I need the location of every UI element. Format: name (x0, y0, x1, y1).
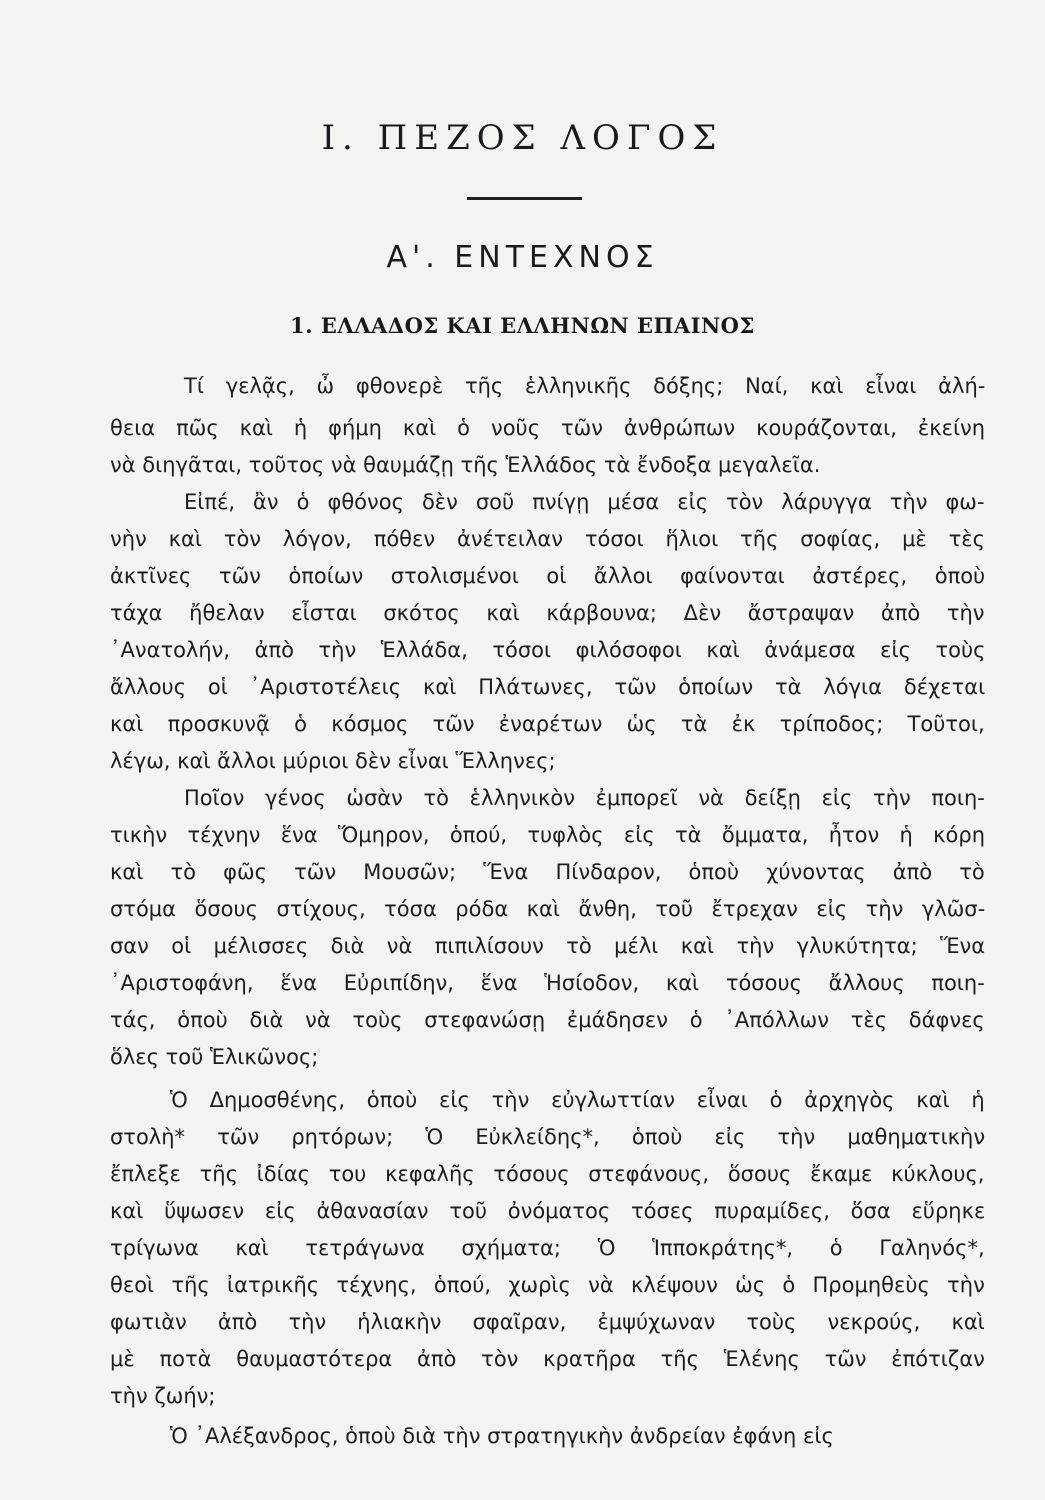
section-title: Α'. ΕΝΤΕΧΝΟΣ (386, 240, 659, 275)
book-page: Ι. ΠΕΖΟΣ ΛΟΓΟΣ Α'. ΕΝΤΕΧΝΟΣ 1. ΕΛΛΑΔΟΣ ΚΑΙ ΕΛΛΗΝΩΝ ΕΠΑΙΝΟΣ Τί γελᾷς, ὦ φθονερὲ τῆς ἑλληνικῆς δόξης; Ναί, καὶ εἶναι ἀλή- θεια πῶς καὶ ἡ φήμη καὶ ὁ νοῦς τῶν ἀνθρώπων κουράζονται, ἐκείνη νὰ διηγᾶται, τοῦτος νὰ θαυμάζῃ τῆς Ἑλλάδος τὰ ἔνδοξα μεγαλεῖα. Εἰπέ, ἂν ὁ φθόνος δὲν σοῦ πνίγῃ μέσα εἰς τὸν λάρυγγα τὴν φω- νὴν καὶ τὸν λόγον, πόθεν ἀνέτειλαν τόσοι ἥλιοι τῆς σοφίας, μὲ τὲς ἀκτῖνες τῶν ὁποίων στολισμένοι οἱ ἄλλοι φαίνονται ἀστέρες, ὁποὺ τάχα ἤθελαν εἶσται σκότος καὶ κάρβουνα; Δὲν ἄστραψαν ἀπὸ τὴν ᾿Ανατολήν, ἀπὸ τὴν Ἑλλάδα, τόσοι φιλόσοφοι καὶ ἀνάμεσα εἰς τοὺς ἄλλους οἱ ᾿Αριστοτέλεις καὶ Πλάτωνες, τῶν ὁποίων τὰ λόγια δέχεται καὶ προσκυνᾷ ὁ κόσμος τῶν ἐναρέτων ὡς τὰ ἐκ τρίποδος; Τοῦτοι, λέγω, καὶ ἄλλοι μύριοι δὲν εἶναι Ἕλληνες; Ποῖον γένος ὡσὰν τὸ ἑλληνικὸν ἐμπορεῖ νὰ δείξῃ εἰς τὴν ποιη- τικὴν τέχνην ἕνα Ὅμηρον, ὁπού, τυφλὸς εἰς τὰ ὄμματα, ἦτον ἡ κόρη καὶ τὸ φῶς τῶν Μουσῶν; Ἕνα Πίνδαρον, ὁποὺ χύνοντας ἀπὸ τὸ στόμα ὅσους στίχους, τόσα ρόδα καὶ ἄνθη, τοῦ ἔτρεχαν εἰς τὴν γλῶσ- σαν οἱ μέλισσες διὰ νὰ πιπιλίσουν τὸ μέλι καὶ τὴν γλυκύτητα; Ἕνα ᾿Αριστοφάνη, ἕνα Εὐριπίδην, ἕνα Ἡσίοδον, καὶ τόσους ἄλλους ποιη- τάς, ὁποὺ διὰ νὰ τοὺς στεφανώσῃ ἐμάδησεν ὁ ᾿Απόλλων τὲς δάφνες ὅλες τοῦ Ἑλικῶνος; Ὁ Δημοσθένης, ὁποὺ εἰς τὴν εὐγλωττίαν εἶναι ὁ ἀρχηγὸς καὶ ἡ στολὴ* τῶν ρητόρων; Ὁ Εὐκλείδης*, ὁποὺ εἰς τὴν μαθηματικὴν ἔπλεξε τῆς ἰδίας του κεφαλῆς τόσους στεφάνους, ὅσους ἔκαμε κύκλους, καὶ ὕψωσεν εἰς ἀθανασίαν τοῦ ὀνόματος τόσες πυραμίδες, ὅσα εὕρηκε τρίγωνα καὶ τετράγωνα σχήματα; Ὁ Ἱπποκράτης*, ὁ Γαληνός*, θεοὶ τῆς ἰατρικῆς τέχνης, ὁπού, χωρὶς νὰ κλέψουν ὡς ὁ Προμηθεὺς τὴν φωτιὰν ἀπὸ τὴν ἡλιακὴν σφαῖραν, ἐμψύχωναν τοὺς νεκρούς, καὶ μὲ ποτὰ θαυμαστότερα ἀπὸ τὸν κρατῆρα τῆς Ἑλένης τῶν ἐπότιζαν τὴν ζωήν; Ὁ ᾿Αλέξανδρος, ὁποὺ διὰ τὴν στρατηγικὴν ἀνδρείαν ἐφάνη εἰς (0, 0, 1045, 1500)
part-title: Ι. ΠΕΖΟΣ ΛΟΓΟΣ (321, 118, 724, 158)
title-rule (467, 197, 582, 200)
article-title: 1. ΕΛΛΑΔΟΣ ΚΑΙ ΕΛΛΗΝΩΝ ΕΠΑΙΝΟΣ (290, 313, 755, 338)
